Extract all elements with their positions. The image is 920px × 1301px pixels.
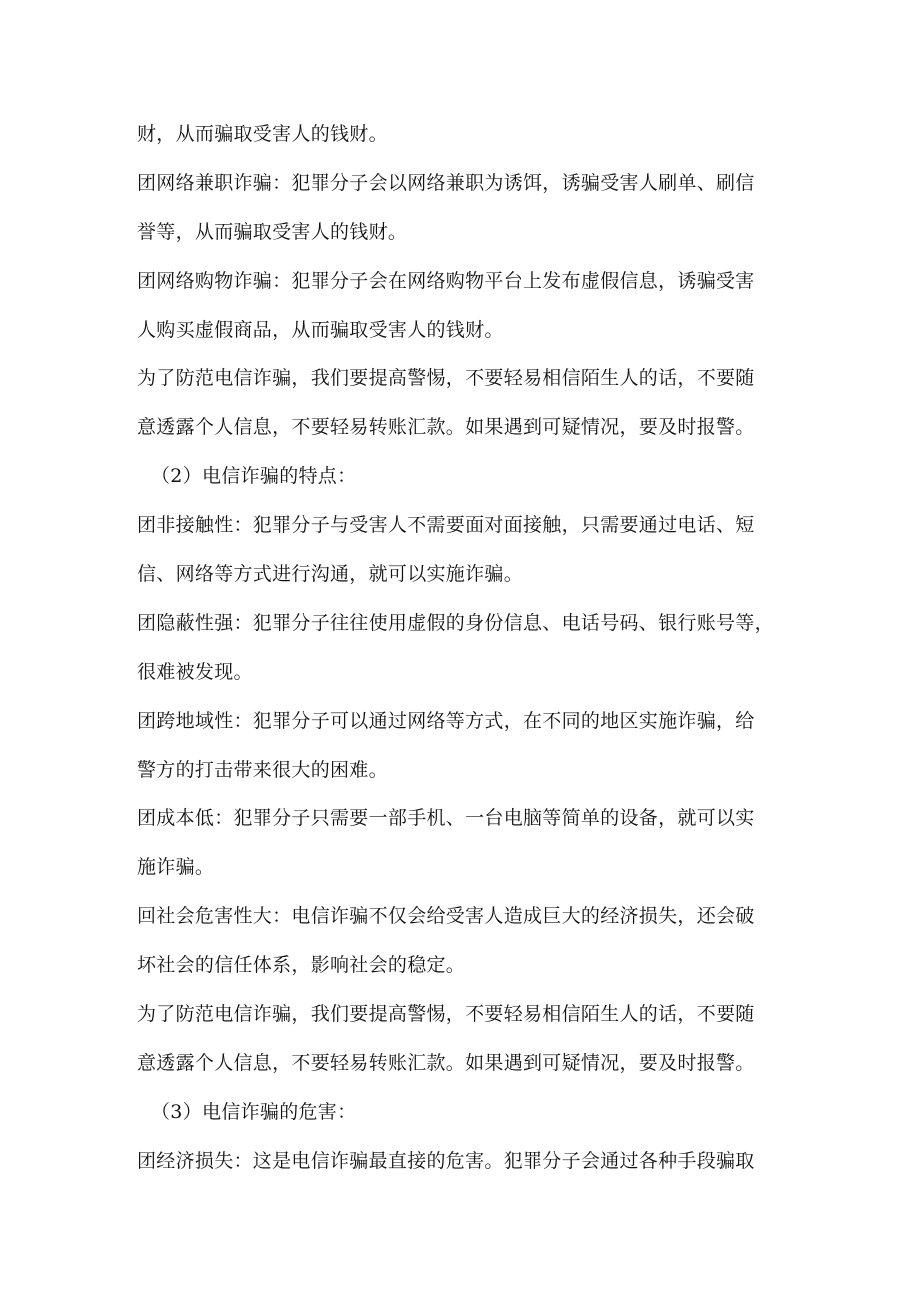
text-line: 团网络兼职诈骗：犯罪分子会以网络兼职为诱饵，诱骗受害人刷单、刷信 [137,171,755,194]
text-line: 坏社会的信任体系，影响社会的稳定。 [137,954,466,977]
text-line: 很难被发现。 [137,660,253,683]
text-line: 意透露个人信息，不要轻易转账汇款。如果遇到可疑情况，要及时报警。 [137,1051,755,1074]
text-line: 团跨地域性：犯罪分子可以通过网络等方式，在不同的地区实施诈骗，给 [137,709,755,732]
text-line: 为了防范电信诈骗，我们要提高警惕，不要轻易相信陌生人的话，不要随 [137,367,755,390]
section-heading: （2）电信诈骗的特点： [151,465,357,488]
text-line: 团经济损失：这是电信诈骗最直接的危害。犯罪分子会通过各种手段骗取 [137,1149,755,1172]
text-line: 意透露个人信息，不要轻易转账汇款。如果遇到可疑情况，要及时报警。 [137,416,755,439]
text-line: 信、网络等方式进行沟通，就可以实施诈骗。 [137,563,524,586]
text-line: 财，从而骗取受害人的钱财。 [137,123,388,145]
text-line: 誉等，从而骗取受害人的钱财。 [137,220,408,243]
text-line: 人购买虚假商品，从而骗取受害人的钱财。 [137,318,504,341]
text-line: 为了防范电信诈骗，我们要提高警惕，不要轻易相信陌生人的话，不要随 [137,1003,755,1026]
text-line: 团非接触性：犯罪分子与受害人不需要面对面接触，只需要通过电话、短 [137,514,755,537]
document-body [137,110,787,1186]
text-line: 团成本低：犯罪分子只需要一部手机、一台电脑等简单的设备，就可以实 [137,807,755,830]
text-line: 回社会危害性大：电信诈骗不仅会给受害人造成巨大的经济损失，还会破 [137,905,755,928]
section-heading: （3）电信诈骗的危害： [151,1100,357,1123]
text-line: 施诈骗。 [137,856,215,879]
text-line: 团网络购物诈骗：犯罪分子会在网络购物平台上发布虚假信息，诱骗受害 [137,269,755,292]
text-line: 团隐蔽性强：犯罪分子往往使用虚假的身份信息、电话号码、银行账号等， [137,611,774,634]
text-line: 警方的打击带来很大的困难。 [137,758,388,781]
